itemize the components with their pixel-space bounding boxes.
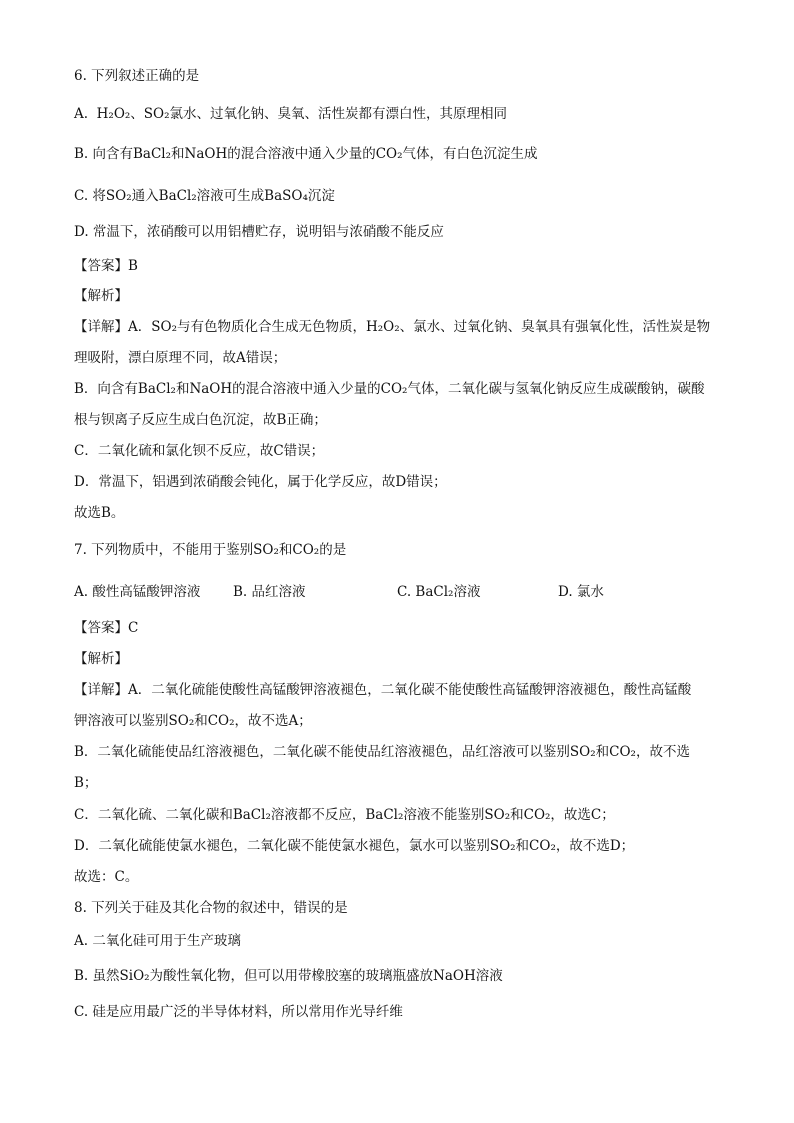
- q7-detail-line: 钾溶液可以鉴别SO₂和CO₂，故不选A；: [74, 713, 312, 729]
- q8-stem: 8. 下列关于硅及其化合物的叙述中，错误的是: [74, 900, 348, 916]
- q6-detail-line: 理吸附，漂白原理不同，故A错误；: [74, 350, 287, 366]
- q6-option-a-text: H₂O₂、SO₂氯水、过氧化钠、臭氧、活性炭都有漂白性，其原理相同: [96, 106, 508, 122]
- q6-option-d: D. 常温下，浓硝酸可以用铝槽贮存，说明铝与浓硝酸不能反应: [74, 224, 444, 240]
- q7-option-c: C. BaCl₂溶液: [397, 584, 481, 600]
- q6-answer: 【答案】B: [74, 258, 138, 274]
- q6-detail-line: C．二氧化硫和氯化钡不反应，故C错误；: [74, 443, 325, 459]
- q8-option-c: C. 硅是应用最广泛的半导体材料，所以常用作光导纤维: [74, 1004, 403, 1020]
- q7-stem: 7. 下列物质中，不能用于鉴别SO₂和CO₂的是: [74, 542, 347, 558]
- q7-detail-line: 【详解】A．二氧化硫能使酸性高锰酸钾溶液褪色，二氧化碳不能使酸性高锰酸钾溶液褪色，酸性高锰酸: [74, 682, 692, 698]
- q7-analysis-label: 【解析】: [74, 651, 128, 667]
- q7-option-d: D. 氯水: [558, 584, 604, 600]
- q8-option-b: B. 虽然SiO₂为酸性氧化物，但可以用带橡胶塞的玻璃瓶盛放NaOH溶液: [74, 968, 503, 984]
- q6-option-a-prefix: A.: [74, 106, 89, 122]
- q7-detail-line: B；: [74, 775, 98, 791]
- q6-detail-line: B．向含有BaCl₂和NaOH的混合溶液中通入少量的CO₂气体，二氧化碳与氢氧化钠反应生成碳酸钠，碳酸: [74, 381, 705, 397]
- q7-option-a: A. 酸性高锰酸钾溶液: [74, 584, 201, 600]
- q6-stem: 6. 下列叙述正确的是: [74, 68, 200, 84]
- q6-analysis-label: 【解析】: [74, 288, 128, 304]
- q7-detail-line: D．二氧化硫能使氯水褪色，二氧化碳不能使氯水褪色，氯水可以鉴别SO₂和CO₂，故不选D；: [74, 838, 635, 854]
- q7-answer: 【答案】C: [74, 620, 139, 636]
- q6-option-a: [74, 104, 507, 124]
- q7-conclusion: 故选：C。: [74, 869, 139, 885]
- q6-conclusion: 故选B。: [74, 505, 125, 521]
- q6-option-c: C. 将SO₂通入BaCl₂溶液可生成BaSO₄沉淀: [74, 188, 335, 204]
- q6-detail-line: 根与钡离子反应生成白色沉淀，故B正确；: [74, 412, 327, 428]
- q7-option-b: B. 品红溶液: [233, 584, 306, 600]
- q6-detail-line: D．常温下，铝遇到浓硝酸会钝化，属于化学反应，故D错误；: [74, 474, 447, 490]
- q7-detail-line: B．二氧化硫能使品红溶液褪色，二氧化碳不能使品红溶液褪色，品红溶液可以鉴别SO₂和CO₂，故不选: [74, 744, 690, 760]
- q8-option-a: A. 二氧化硅可用于生产玻璃: [74, 933, 241, 949]
- q6-option-b: B. 向含有BaCl₂和NaOH的混合溶液中通入少量的CO₂气体，有白色沉淀生成: [74, 146, 538, 162]
- q7-detail-line: C．二氧化硫、二氧化碳和BaCl₂溶液都不反应，BaCl₂溶液不能鉴别SO₂和CO₂，故选C；: [74, 807, 615, 823]
- q6-detail-line: 【详解】A．SO₂与有色物质化合生成无色物质，H₂O₂、氯水、过氧化钠、臭氧具有强氧化性，活性炭是物: [74, 319, 711, 335]
